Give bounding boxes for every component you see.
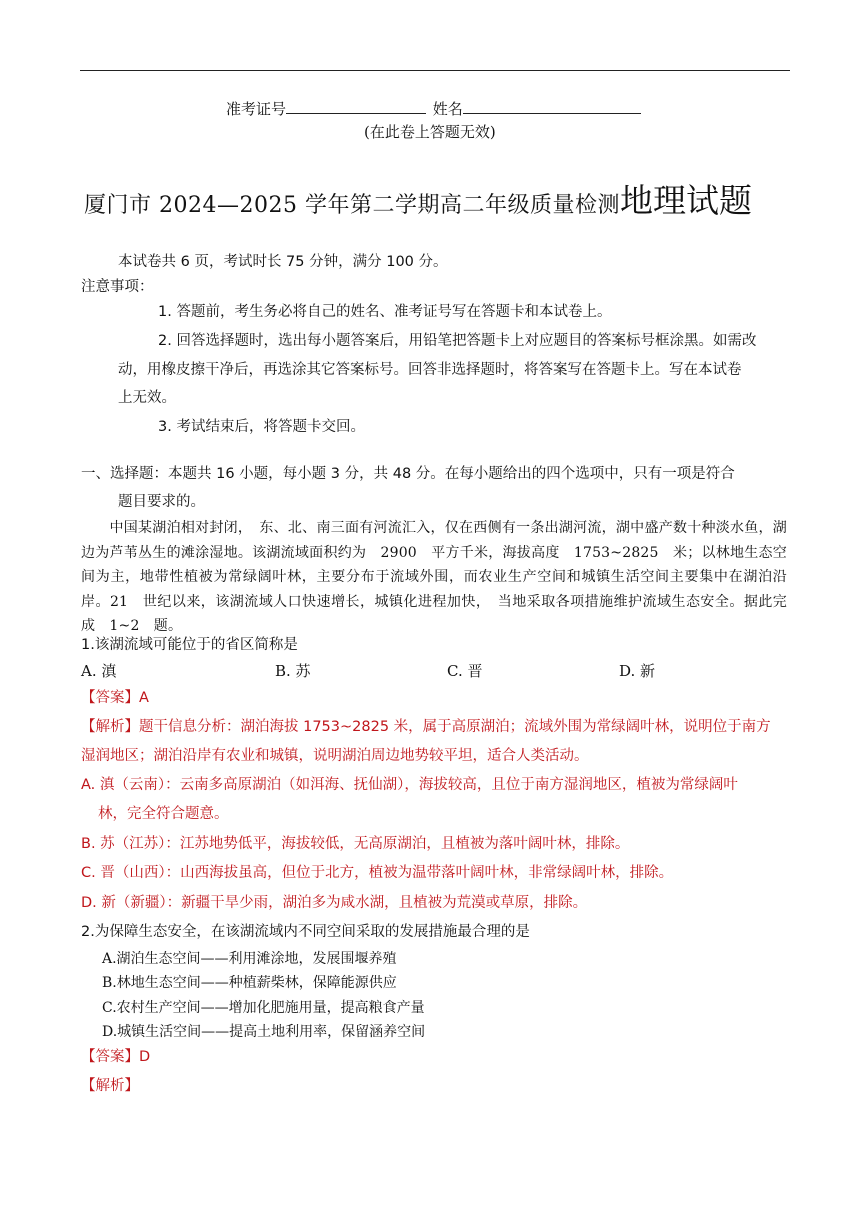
name-label: 姓名 (432, 100, 463, 118)
section-1-line-1: 一、选择题：本题共 16 小题，每小题 3 分，共 48 分。在每小题给出的四个选项中，只有一项是符合 (81, 466, 735, 482)
q1-option-d: D. 新 (619, 662, 656, 680)
intro-summary: 本试卷共 6 页，考试时长 75 分钟，满分 100 分。 (118, 254, 448, 270)
q1-explain-a-line-2: 林，完全符合题意。 (98, 806, 229, 822)
note-2-line-2: 动，用橡皮擦干净后，再选涂其它答案标号。回答非选择题时，将答案写在答题卡上。写在本试卷 (118, 362, 742, 378)
note-1: 1. 答题前，考生务必将自己的姓名、准考证号写在答题卡和本试卷上。 (158, 304, 612, 320)
exam-id-blank[interactable] (286, 99, 426, 114)
q1-analysis-line-1: 【解析】题干信息分析：湖泊海拔 1753~2825 米，属于高原湖泊；流域外围为常绿阔叶林，说明位于南方 (81, 719, 771, 735)
header-rule (80, 70, 790, 71)
notice-label: 注意事项： (81, 279, 154, 295)
exam-id-label: 准考证号 (226, 100, 287, 118)
passage: 中国某湖泊相对封闭， 东、北、南三面有河流汇入，仅在西侧有一条出湖河流，湖中盛产数十种淡水鱼，湖边为芦苇丛生的滩涂湿地。该湖流域面积约为 2900 平方千米，海拔高度 1753~2825 米；以林地生态空间为主，地带性植被为常绿阔叶林，主要分布于流域外围，而农业生产空间和城镇生活空间主要集中在湖泊沿岸。21 世纪以来，该湖流域人口快速增长，城镇化进程加快， 当地采取各项措施维护流域生态安全。据此完成 1~2 题。 (81, 520, 787, 634)
note-3: 3. 考试结束后，将答题卡交回。 (158, 419, 365, 435)
q2-answer: 【答案】D (81, 1049, 151, 1065)
q2-option-d: D.城镇生活空间——提高土地利用率，保留涵养空间 (102, 1024, 426, 1040)
q2-option-a: A.湖泊生态空间——利用滩涂地，发展围堰养殖 (102, 951, 397, 967)
q1-answer: 【答案】A (81, 690, 149, 706)
q2-analysis: 【解析】 (81, 1078, 139, 1094)
page-title (84, 175, 752, 222)
q2-option-b: B.林地生态空间——种植薪柴林，保障能源供应 (102, 975, 397, 991)
q2-stem: 2.为保障生态安全，在该湖流域内不同空间采取的发展措施最合理的是 (81, 924, 530, 940)
invalid-note: (在此卷上答题无效) (364, 123, 496, 141)
q1-explain-b: B. 苏（江苏）：江苏地势低平，海拔较低，无高原湖泊，且植被为落叶阔叶林，排除。 (81, 836, 630, 852)
q1-explain-c: C. 晋（山西）：山西海拔虽高，但位于北方，植被为温带落叶阔叶林，非常绿阔叶林，排除。 (81, 865, 674, 881)
name-blank[interactable] (463, 99, 641, 114)
q2-option-c: C.农村生产空间——增加化肥施用量，提高粮食产量 (102, 1000, 425, 1016)
title-subject: 地理试题 (619, 181, 752, 220)
q1-explain-a-line-1: A. 滇（云南）：云南多高原湖泊（如洱海、抚仙湖），海拔较高，且位于南方湿润地区，植被为常绿阔叶 (81, 777, 738, 793)
q1-option-c: C. 晋 (447, 662, 483, 680)
q1-stem: 1.该湖流域可能位于的省区简称是 (81, 637, 298, 653)
title-main: 厦门市 2024—2025 学年第二学期高二年级质量检测 (84, 193, 620, 218)
note-2-line-3: 上无效。 (118, 390, 176, 406)
section-1-line-2: 题目要求的。 (118, 494, 205, 510)
q1-analysis-line-2: 湿润地区；湖泊沿岸有农业和城镇，说明湖泊周边地势较平坦，适合人类活动。 (81, 748, 589, 764)
q1-explain-d: D. 新（新疆）：新疆干旱少雨，湖泊多为咸水湖，且植被为荒漠或草原，排除。 (81, 895, 588, 911)
note-2-line-1: 2. 回答选择题时，选出每小题答案后，用铅笔把答题卡上对应题目的答案标号框涂黑。如需改 (158, 333, 757, 349)
q1-option-a: A. 滇 (81, 662, 117, 680)
q1-option-b: B. 苏 (275, 662, 311, 680)
exam-id-field (226, 98, 641, 119)
